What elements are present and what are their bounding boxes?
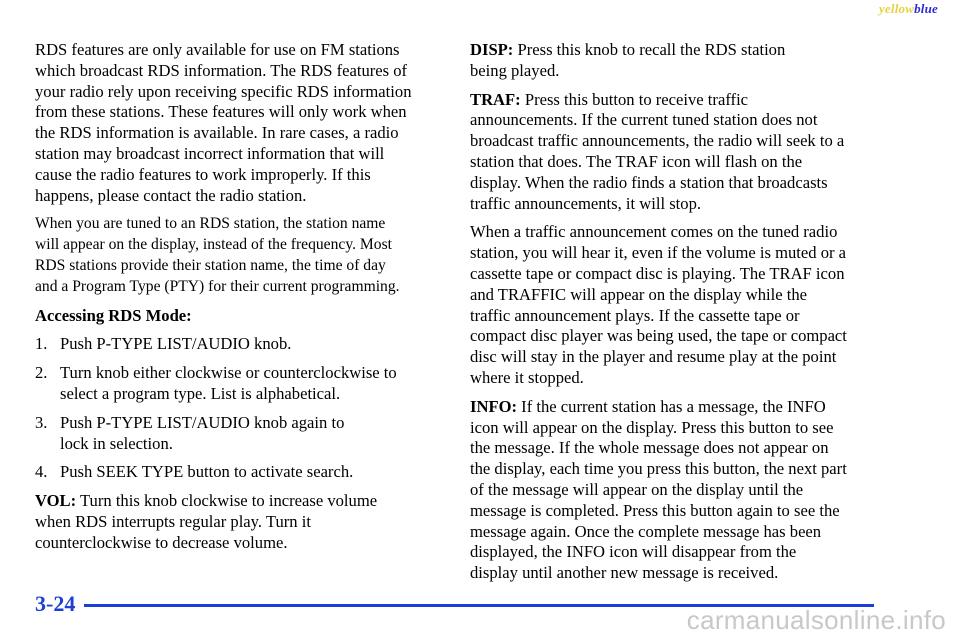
text-line <box>35 491 447 512</box>
text-line: from these stations. These features will only work when <box>35 102 407 122</box>
text-line: of the message will appear on the display until the <box>470 479 804 499</box>
text-line: RDS stations provide their station name, the time of day <box>35 256 386 274</box>
text-line: station may broadcast incorrect information that will <box>35 143 385 163</box>
text-line: which broadcast RDS information. The RDS features of <box>35 60 408 80</box>
text-line: Push SEEK TYPE button to activate search. <box>60 462 354 482</box>
rds-availability-paragraph <box>35 40 447 206</box>
traffic-announcement-paragraph <box>470 222 890 388</box>
disp-text: Press this knob to recall the RDS station <box>513 40 786 59</box>
vol-paragraph <box>35 491 447 553</box>
traf-text: Press this button to receive traffic <box>520 89 749 109</box>
step-item <box>35 363 447 405</box>
text-line: traffic announcements, it will stop. <box>470 193 702 213</box>
text-line: display. When the radio finds a station that broadcasts <box>470 172 828 192</box>
text-line: your radio rely upon receiving specific RDS information <box>35 81 412 101</box>
page-number: 3-24 <box>35 591 76 616</box>
step-text <box>60 413 447 455</box>
color-tag <box>879 1 938 17</box>
vol-label: VOL: <box>35 491 77 511</box>
text-line: the message. If the whole message does not appear on <box>470 438 829 458</box>
text-line <box>470 397 890 418</box>
watermark: carmanualsonline.info <box>686 605 946 635</box>
text-line: happens, please contact the radio station. <box>35 185 307 205</box>
color-tag-yellow: yellow <box>878 1 915 16</box>
text-line: Push P-TYPE LIST/AUDIO knob again to <box>60 412 345 432</box>
text-line: select a program type. List is alphabetical. <box>60 383 341 403</box>
text-line <box>470 90 890 111</box>
step-number: 4. <box>35 462 48 482</box>
text-line: when RDS interrupts regular play. Turn it <box>35 511 311 531</box>
rds-station-name-paragraph <box>35 214 447 297</box>
text-line: the RDS information is available. In rare cases, a radio <box>35 123 399 143</box>
text-line: lock in selection. <box>60 433 173 453</box>
section-heading: Accessing RDS Mode: <box>35 305 192 325</box>
text-line: When a traffic announcement comes on the tuned radio <box>470 222 838 242</box>
step-number: 2. <box>35 363 48 383</box>
step-item <box>35 413 447 455</box>
disp-label: DISP: <box>470 40 514 59</box>
text-line: station that does. The TRAF icon will flash on the <box>470 151 803 171</box>
text-line <box>470 40 890 61</box>
text-line: traffic announcement plays. If the cassette tape or <box>470 305 800 325</box>
disp-paragraph <box>470 40 890 82</box>
text-line: display until another new message is received. <box>470 563 779 583</box>
text-line: cassette tape or compact disc is playing. The TRAF icon <box>470 263 845 283</box>
right-column <box>470 40 890 592</box>
traf-label: TRAF: <box>470 89 521 109</box>
text-line: Push P-TYPE LIST/AUDIO knob. <box>60 334 292 354</box>
text-line: where it stopped. <box>470 367 584 387</box>
text-line: and TRAFFIC will appear on the display while the <box>470 284 808 304</box>
step-text <box>60 462 447 483</box>
text-line: station, you will hear it, even if the volume is muted or a <box>470 243 847 263</box>
info-paragraph <box>470 397 890 584</box>
text-line: broadcast traffic announcements, the radio will seek to a <box>470 131 845 151</box>
text-line: Turn knob either clockwise or counterclockwise to <box>60 363 397 383</box>
text-line: When you are tuned to an RDS station, the station name <box>35 215 386 233</box>
step-text <box>60 334 447 355</box>
color-tag-blue: blue <box>914 1 938 16</box>
text-line: cause the radio features to work improperly. If this <box>35 164 371 184</box>
text-line: will appear on the display, instead of the frequency. Most <box>35 236 392 254</box>
text-line: and a Program Type (PTY) for their current programming. <box>35 277 400 295</box>
step-number: 3. <box>35 412 48 432</box>
info-text: If the current station has a message, the INFO <box>517 396 826 416</box>
traf-paragraph <box>470 90 890 215</box>
text-line: announcements. If the current tuned station does not <box>470 110 818 130</box>
step-text <box>60 363 447 405</box>
step-number: 1. <box>35 334 48 354</box>
text-line: message again. Once the complete message has been <box>470 521 822 541</box>
text-line: compact disc player was being used, the tape or compact <box>470 326 847 346</box>
text-line: disc will stay in the player and resume play at the point <box>470 347 837 367</box>
step-item <box>35 462 447 483</box>
text-line: the display, each time you press this button, the next part <box>470 459 847 479</box>
text-line: being played. <box>470 60 560 80</box>
vol-text: Turn this knob clockwise to increase volume <box>76 491 378 511</box>
info-label: INFO: <box>470 396 518 416</box>
text-line: displayed, the INFO icon will disappear from the <box>470 542 797 562</box>
text-line: message is completed. Press this button again to see the <box>470 500 840 520</box>
left-column <box>35 40 447 562</box>
text-line: RDS features are only available for use on FM stations <box>35 40 400 59</box>
text-line: icon will appear on the display. Press this button to see <box>470 417 834 437</box>
step-item <box>35 334 447 355</box>
text-line: counterclockwise to decrease volume. <box>35 532 288 552</box>
